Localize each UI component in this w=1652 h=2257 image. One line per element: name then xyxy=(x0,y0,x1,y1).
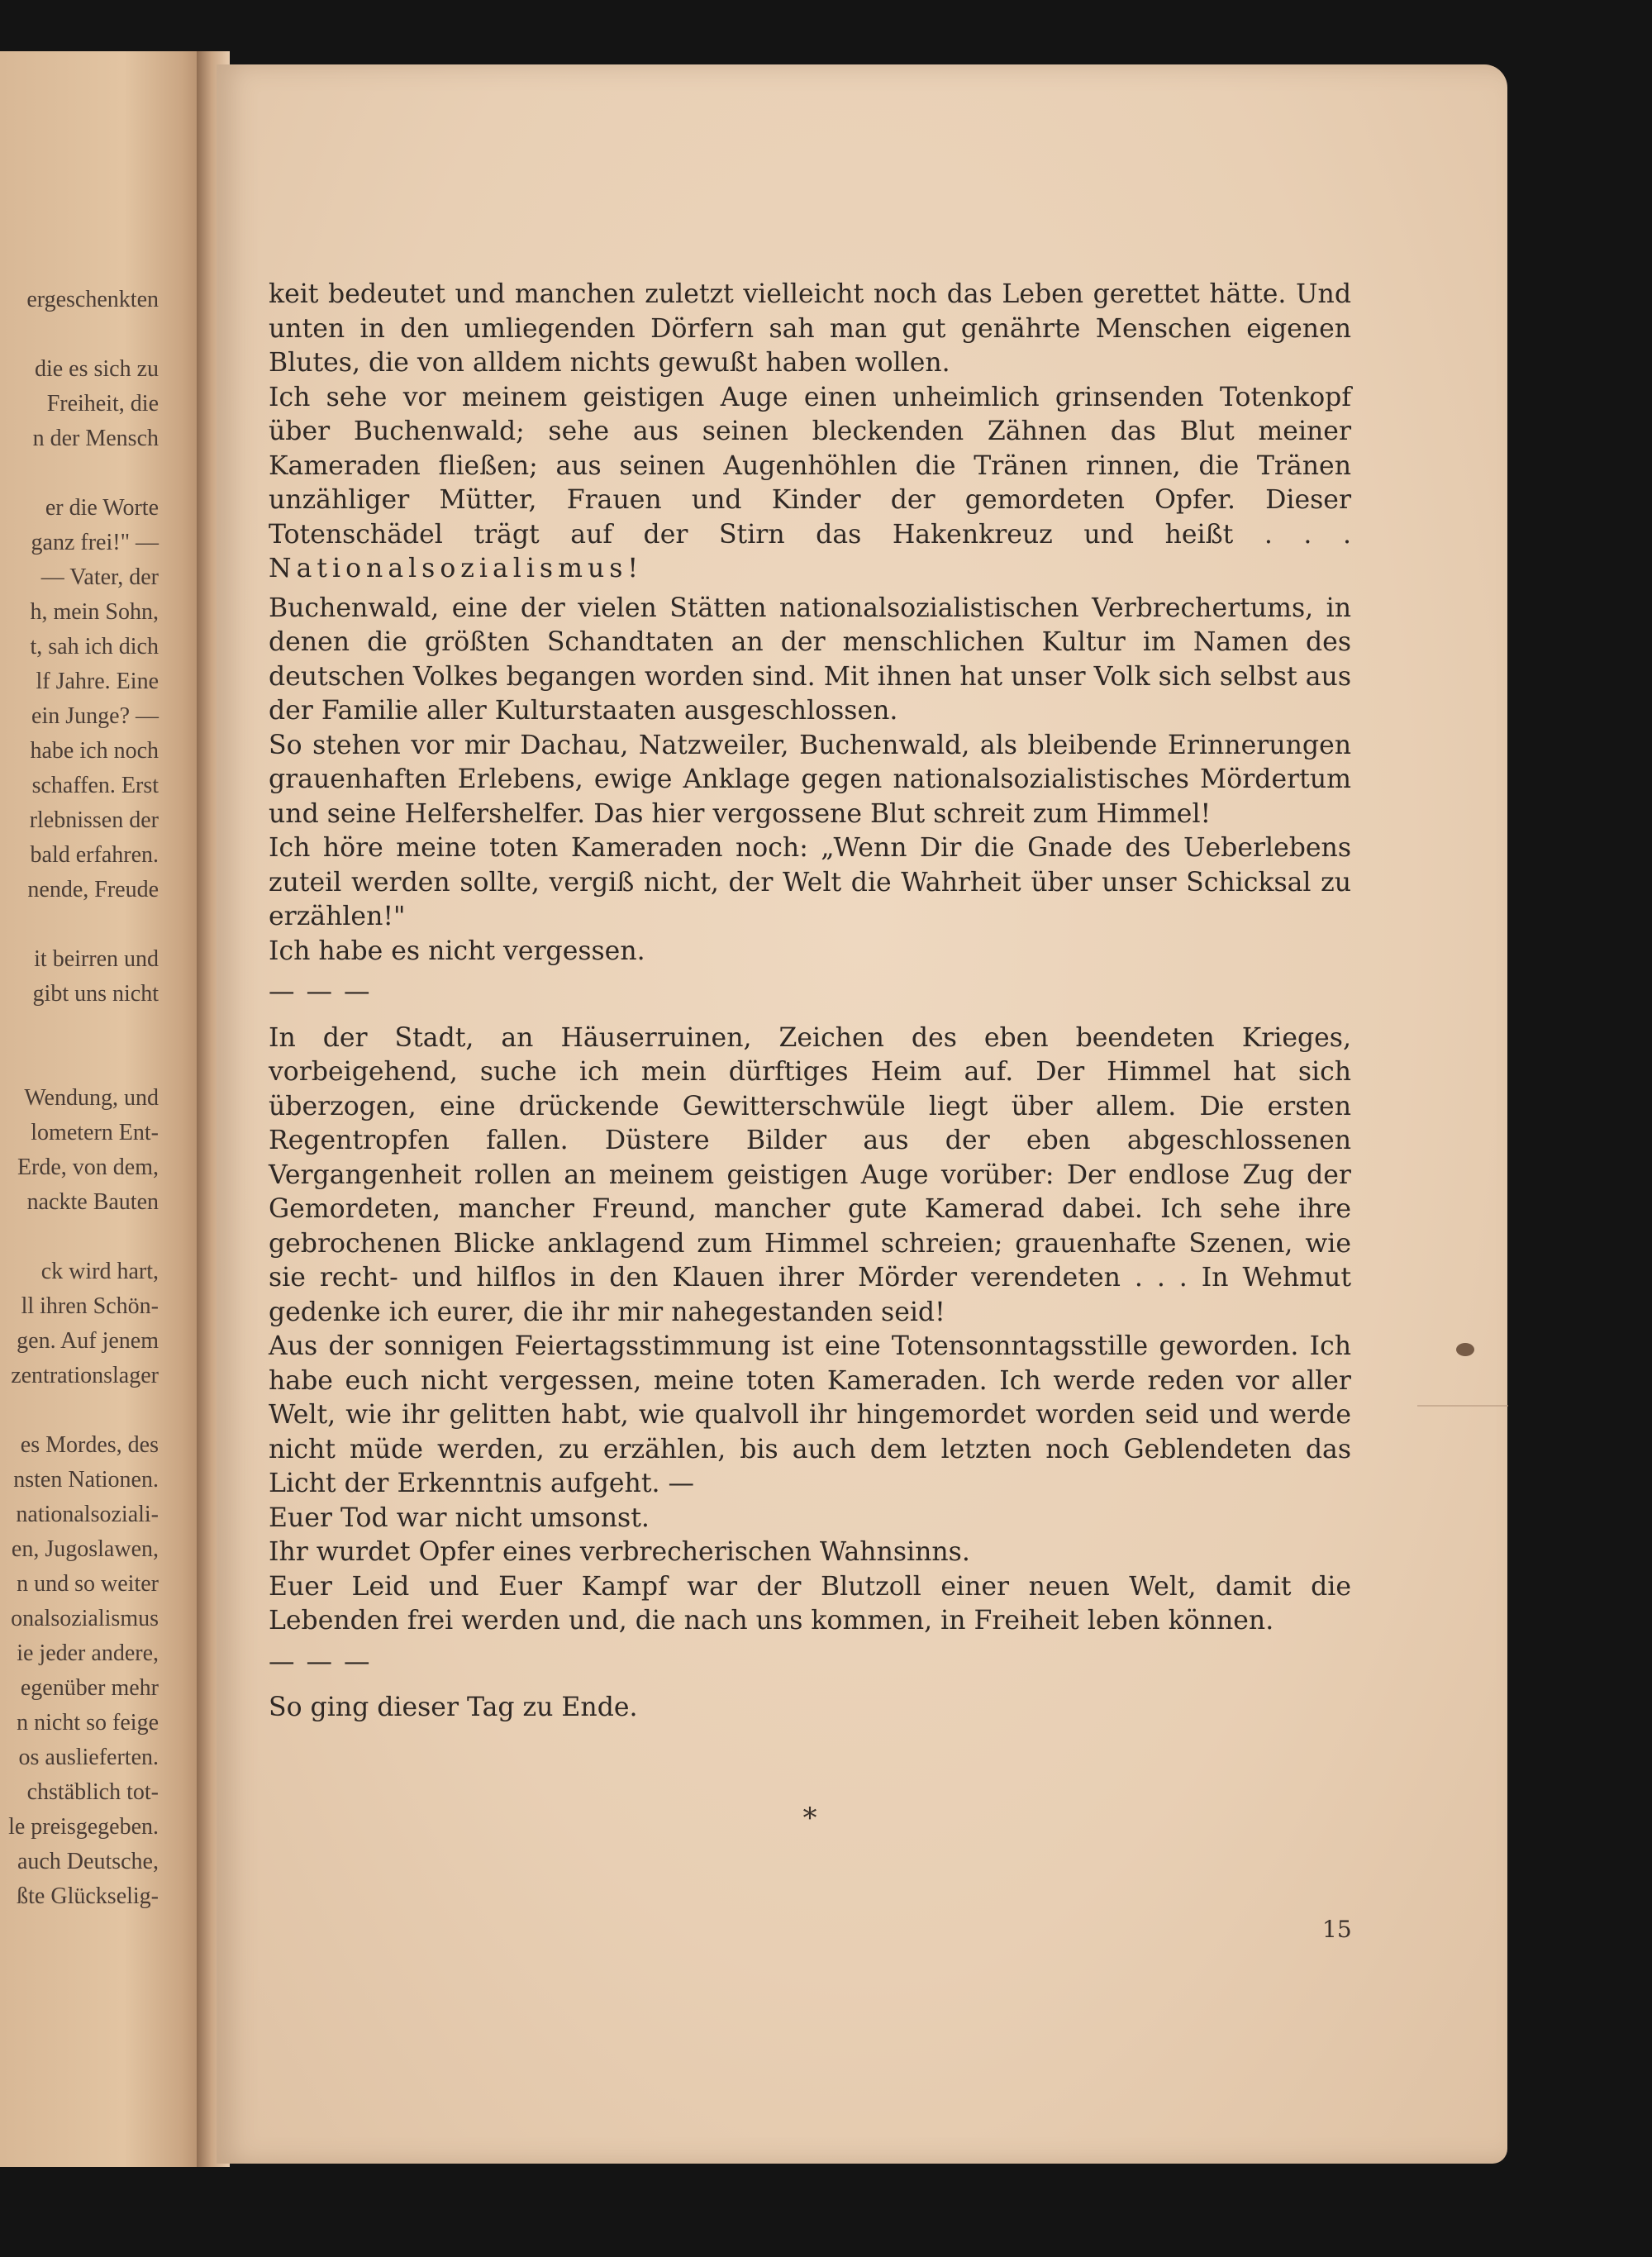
left-page-line: gibt uns nicht xyxy=(32,981,159,1007)
section-separator: — — — xyxy=(269,977,372,1007)
left-page-line: ergeschenkten xyxy=(26,287,159,312)
left-page-line: t, sah ich dich xyxy=(30,634,159,659)
left-page-line xyxy=(0,1012,159,1046)
left-page-line: en, Jugoslawen, xyxy=(11,1536,159,1562)
paragraph: Euer Leid und Euer Kampf war der Blutzoll einer neuen Welt, damit die Lebenden frei werden und, die nach uns kommen, in Freiheit leben können. xyxy=(269,1571,1351,1636)
left-page-line: bald erfahren. xyxy=(30,842,159,868)
left-page-line: Wendung, und xyxy=(24,1085,159,1111)
paragraph: Aus der sonnigen Feiertagsstimmung ist eine Totensonntagsstille geworden. Ich habe euch nicht vergessen, meine toten Kameraden. Ich werde reden vor aller Welt, wie ihr gelitten habt, wie qualvoll ihr hingemordet worden seid und werde nicht müde werden, zu erzählen, bis auch dem letzten noch Geblendeten das Licht der Erkenntnis aufgeht. — xyxy=(269,1331,1351,1498)
paragraph xyxy=(269,381,1351,587)
left-page-line: le preisgegeben. xyxy=(8,1814,159,1840)
left-page-line: ie jeder andere, xyxy=(17,1640,159,1666)
main-text xyxy=(269,278,1351,1726)
left-page-line: gen. Auf jenem xyxy=(17,1328,159,1354)
left-page-line: ein Junge? — xyxy=(31,703,159,729)
section-separator: — — — xyxy=(269,1646,372,1677)
left-page-line: egenüber mehr xyxy=(20,1675,159,1701)
left-page-line: habe ich noch xyxy=(30,738,159,764)
left-page-line: es Mordes, des xyxy=(20,1432,159,1458)
left-page-line: die es sich zu xyxy=(34,356,159,382)
paragraph: Euer Tod war nicht umsonst. xyxy=(269,1502,650,1533)
left-page-line: it beirren und xyxy=(34,946,159,972)
left-page-line xyxy=(0,456,159,491)
left-page-line: nsten Nationen. xyxy=(13,1467,159,1493)
left-page-line xyxy=(0,1220,159,1255)
left-page-line: ll ihren Schön- xyxy=(21,1293,159,1319)
left-page-line: nackte Bauten xyxy=(26,1189,159,1215)
left-page-line: er die Worte xyxy=(45,495,159,521)
left-page-line: schaffen. Erst xyxy=(31,773,159,798)
paragraph: Ich höre meine toten Kameraden noch: „Wenn Dir die Gnade des Ueberlebens zuteil werden sollte, vergiß nicht, der Welt die Wahrheit über unser Schicksal zu erzählen!" xyxy=(269,833,1351,931)
paragraph: keit bedeutet und manchen zuletzt vielleicht noch das Leben gerettet hätte. Und unten in den umliegenden Dörfern sah man gut genährte Menschen eigenen Blutes, die von alldem nichts gewußt haben wollen. xyxy=(269,279,1351,378)
left-page-line: ßte Glückselig- xyxy=(17,1883,159,1909)
paper-stain xyxy=(1456,1343,1474,1356)
left-page xyxy=(0,51,207,2167)
paragraph: Ich habe es nicht vergessen. xyxy=(269,936,645,966)
left-page-line xyxy=(0,317,159,352)
left-page-text xyxy=(0,283,159,1914)
left-page-line: ck wird hart, xyxy=(40,1259,159,1284)
left-page-line xyxy=(0,907,159,942)
paragraph: Buchenwald, eine der vielen Stätten nationalsozialistischen Verbrechertums, in denen die größten Schandtaten an der menschlichen Kultur im Namen des deutschen Volkes begangen worden sind. Mit ihnen hat unser Volk sich selbst aus der Familie aller Kulturstaaten ausgeschlossen. xyxy=(269,593,1351,726)
emphasized-word: Nationalsozialismus! xyxy=(269,554,644,583)
left-page-line: n und so weiter xyxy=(17,1571,159,1597)
left-page-line: onalsozialismus xyxy=(11,1606,159,1631)
paragraph-lead: Ich sehe vor meinem geistigen Auge einen unheimlich grinsenden Totenkopf über Buchenwald; sehe aus seinen bleckenden Zähnen das Blut meiner Kameraden fließen; aus seinen Augenhöhlen die Tränen rinnen, die Tränen unzähliger Mütter, Frauen und Kinder der gemordeten Opfer. Dieser Totenschädel trägt auf der Stirn das Hakenkreuz und heißt . . . xyxy=(269,382,1351,550)
page-number: 15 xyxy=(1322,1916,1352,1943)
left-page-line: Freiheit, die xyxy=(46,391,159,417)
left-page-line: h, mein Sohn, xyxy=(30,599,159,625)
left-page-line: n der Mensch xyxy=(32,426,159,451)
left-page-line: chstäblich tot- xyxy=(26,1779,159,1805)
left-page-line: auch Deutsche, xyxy=(17,1849,159,1874)
paragraph: Ihr wurdet Opfer eines verbrecherischen Wahnsinns. xyxy=(269,1537,970,1567)
paragraph: So stehen vor mir Dachau, Natzweiler, Buchenwald, als bleibende Erinnerungen grauenhaften Erlebens, ewige Anklage gegen nationalsozialistisches Mördertum und seine Helfershelfer. Das hier vergossene Blut schreit zum Himmel! xyxy=(269,730,1351,829)
paper-crease xyxy=(1417,1405,1508,1407)
left-page-line: lometern Ent- xyxy=(31,1120,159,1145)
left-page-line: Erde, von dem, xyxy=(17,1155,159,1180)
left-page-line: zentrationslager xyxy=(11,1363,159,1388)
left-page-line: os auslieferten. xyxy=(18,1745,159,1770)
left-page-line: rlebnissen der xyxy=(29,807,159,833)
left-page-line xyxy=(0,1046,159,1081)
left-page-line: nende, Freude xyxy=(27,877,159,902)
closing-line: So ging dieser Tag zu Ende. xyxy=(269,1693,638,1722)
left-page-line: — Vater, der xyxy=(40,564,159,590)
left-page-line: lf Jahre. Eine xyxy=(36,669,159,694)
asterisk-ornament: * xyxy=(802,1802,817,1835)
left-page-line: nationalsoziali- xyxy=(16,1502,159,1527)
left-page-line: n nicht so feige xyxy=(17,1710,159,1736)
left-page-line xyxy=(0,1393,159,1428)
paragraph: In der Stadt, an Häuserruinen, Zeichen des eben beendeten Krieges, vorbeigehend, suche ich mein dürftiges Heim auf. Der Himmel hat sich überzogen, eine drückende Gewitterschwüle liegt über allem. Die ersten Regentropfen fallen. Düstere Bilder aus der eben abgeschlossenen Vergangenheit rollen an meinem geistigen Auge vorüber: Der endlose Zug der Gemordeten, mancher Freund, mancher gute Kamerad dabei. Ich sehe ihre gebrochenen Blicke anklagend zum Himmel schreien; grauenhafte Szenen, wie sie recht- und hilflos in den Klauen ihrer Mörder verendeten . . . In Wehmut gedenke ich eurer, die ihr mir nahegestanden seid! xyxy=(269,1022,1351,1327)
left-page-line: ganz frei!" — xyxy=(31,530,159,555)
